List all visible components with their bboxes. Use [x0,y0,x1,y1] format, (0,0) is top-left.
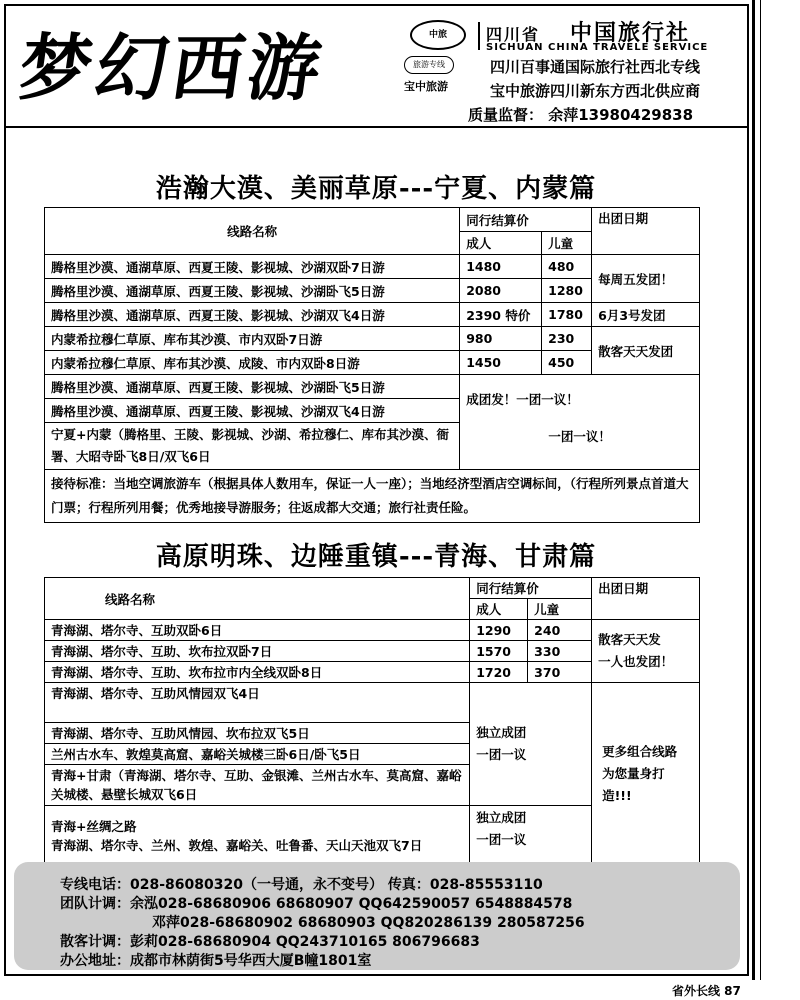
price-child: 330 [528,641,592,662]
table-row-route: 青海湖、塔尔寺、互助、坎布拉双卧7日 [45,641,470,662]
page-number: 省外长线 87 [672,984,741,998]
header-date: 出团日期 [592,208,700,255]
table-row-route: 青海湖、塔尔寺、互助风情园、坎布拉双飞5日 [45,723,470,744]
price-child: 240 [528,620,592,641]
table-row-route: 腾格里沙漠、通湖草原、西夏王陵、影视城、沙湖卧飞5日游 [45,375,460,399]
province-label: 四川省 [486,25,541,44]
table-row-route: 腾格里沙漠、通湖草原、西夏王陵、影视城、沙湖双卧7日游 [45,255,460,279]
brand-logo [14,18,400,118]
price-adult: 1720 [470,662,528,683]
section1-title: 浩瀚大漠、美丽草原---宁夏、内蒙篇 [155,174,597,204]
departure-date: 散客天天发 一人也发团！ [592,620,700,683]
table-row-route: 青海湖、塔尔寺、互助风情园双飞4日 [45,683,470,723]
price-child: 1780 [542,303,592,327]
service-standards: 接待标准：当地空调旅游车（根据具体人数用车，保证一人一座）；当地经济型酒店空调标间，（行程所列景点首道大门票；行程所列用餐；优秀地接导游服务；往返成都大交通；旅行社责任险。 [45,470,700,523]
departure-date: 每周五发团！ [592,255,700,303]
price-child: 1280 [542,279,592,303]
section2-table [44,577,700,866]
header-adult: 成人 [460,232,542,255]
table-row-route: 腾格里沙漠、通湖草原、西夏王陵、影视城、沙湖双飞4日游 [45,303,460,327]
header-child: 儿童 [542,232,592,255]
combo-note: 一团一议！ [460,423,700,470]
hotline: 专线电话：028-86080320（一号通，永不变号） 传真：028-85553110 [60,877,543,893]
silk-road-route: 青海+丝绸之路 青海湖、塔尔寺、兰州、敦煌、嘉峪关、吐鲁番、天山天池双飞7日 [45,806,470,866]
price-adult: 2080 [460,279,542,303]
price-adult: 1290 [470,620,528,641]
cts-name-en: SICHUAN CHINA TRAVELE SERVICE [486,42,709,53]
price-adult: 980 [460,327,542,351]
cts-badge-icon: 中旅 [410,20,466,50]
agency-line-baishitong: 四川百事通国际旅行社西北专线 [490,58,701,76]
header-price: 同行结算价 [470,578,592,599]
office-address: 办公地址：成都市林荫街5号华西大厦B幢1801室 [60,953,372,969]
cts-name-cn: 中国旅行社 [570,20,691,46]
header-date: 出团日期 [592,578,700,620]
table-row-route: 青海+甘肃（青海湖、塔尔寺、互助、金银滩、兰州古水车、莫高窟、嘉峪关城楼、悬壁长城双飞6日 [45,765,470,806]
price-adult: 2390 特价 [460,303,542,327]
header-route: 线路名称 [45,578,470,620]
price-child: 370 [528,662,592,683]
agency-line-baozhong: 宝中旅游四川新东方西北供应商 [490,82,701,100]
silk-road-note: 独立成团 一团一议 [470,806,592,866]
group-note: 成团发！一团一议！ [460,375,700,423]
divider [478,22,480,50]
quality-supervision: 质量监督： 余萍13980429838 [468,106,694,124]
team-planner-1: 团队计调：余泓028-68680906 68680907 QQ642590057 6548884578 [60,896,573,912]
price-child: 480 [542,255,592,279]
table-row-route: 腾格里沙漠、通湖草原、西夏王陵、影视城、沙湖卧飞5日游 [45,279,460,303]
group-note: 独立成团 一团一议 [470,683,592,806]
team-planner-2: 邓萍028-68680902 68680903 QQ820286139 280587256 [152,915,585,931]
header-route: 线路名称 [45,208,460,255]
combo-route: 宁夏+内蒙（腾格里、王陵、影视城、沙湖、希拉穆仁、库布其沙漠、衙署、大昭寺卧飞8日/双飞6日 [45,423,460,470]
table-row-route: 青海湖、塔尔寺、互助双卧6日 [45,620,470,641]
side-strip-inner [760,0,800,980]
departure-date: 更多组合线路为您量身打造!!! [592,683,700,866]
price-child: 450 [542,351,592,375]
section2-title: 高原明珠、边陲重镇---青海、甘肃篇 [155,542,597,572]
contact-panel [14,862,740,970]
header-price: 同行结算价 [460,208,592,232]
price-adult: 1570 [470,641,528,662]
section1-table [44,207,700,523]
header-child: 儿童 [528,599,592,620]
price-adult: 1450 [460,351,542,375]
table-row-route: 腾格里沙漠、通湖草原、西夏王陵、影视城、沙湖双飞4日游 [45,399,460,423]
partner-logo-icon: 旅游专线 [404,56,454,74]
price-child: 230 [542,327,592,351]
price-adult: 1480 [460,255,542,279]
header-adult: 成人 [470,599,528,620]
departure-date: 6月3号发团 [592,303,700,327]
table-row-route: 内蒙希拉穆仁草原、库布其沙漠、市内双卧7日游 [45,327,460,351]
brand-logo-text: 梦幻西游 [14,25,331,110]
baozhong-logo-icon: 宝中旅游 [404,80,448,93]
table-row-route: 兰州古水车、敦煌莫高窟、嘉峪关城楼三卧6日/卧飞5日 [45,744,470,765]
individual-planner: 散客计调：彭莉028-68680904 QQ243710165 806796683 [60,934,480,950]
table-row-route: 青海湖、塔尔寺、互助、坎布拉市内全线双卧8日 [45,662,470,683]
departure-date: 散客天天发团 [592,327,700,375]
table-row-route: 内蒙希拉穆仁草原、库布其沙漠、成陵、市内双卧8日游 [45,351,460,375]
cts-banner [410,20,740,52]
